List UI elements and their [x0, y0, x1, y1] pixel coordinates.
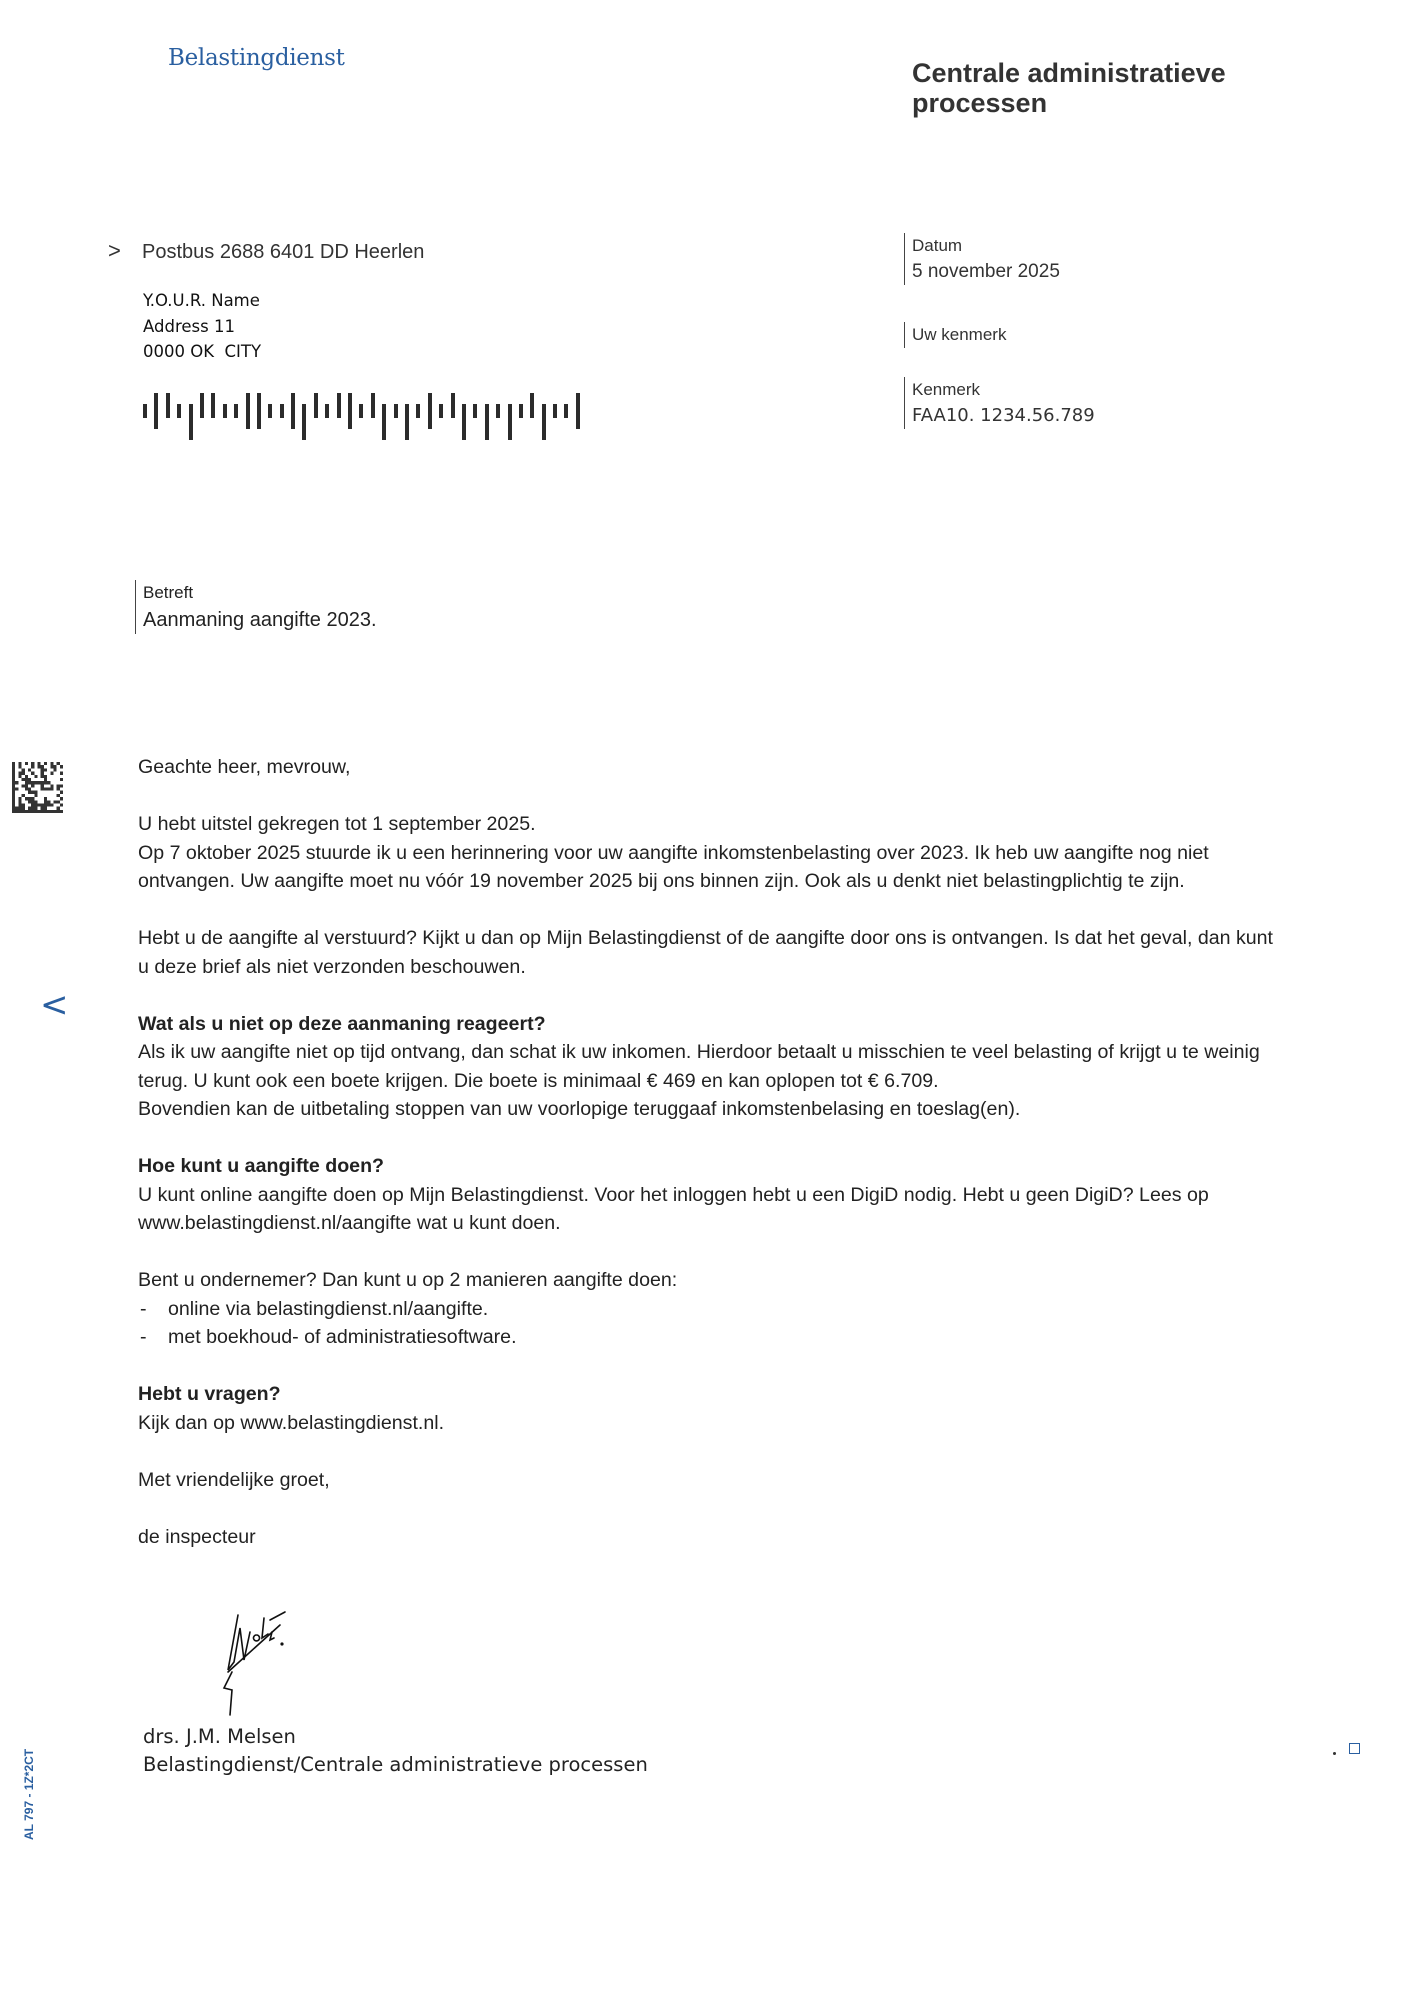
datamatrix-module [12, 810, 15, 813]
department-name: Centrale administratieve processen [912, 58, 1226, 118]
datamatrix-module [47, 781, 50, 784]
datamatrix-module [57, 800, 60, 803]
datamatrix-module [12, 772, 15, 775]
chevron-left-icon: < [40, 985, 69, 1025]
datamatrix-module [18, 807, 21, 810]
return-address [108, 238, 424, 264]
your-reference-block [904, 322, 1006, 348]
datamatrix-module [60, 772, 63, 775]
datamatrix-module [44, 781, 47, 784]
datamatrix-module [31, 781, 34, 784]
datamatrix-module [25, 775, 28, 778]
datamatrix-module [53, 768, 56, 771]
datamatrix-module [41, 772, 44, 775]
datamatrix-module [50, 765, 53, 768]
datamatrix-module [15, 781, 18, 784]
datamatrix-module [50, 772, 53, 775]
datamatrix-module [25, 797, 28, 800]
datamatrix-module [15, 807, 18, 810]
paragraph-extension [138, 810, 1278, 896]
datamatrix-module [38, 762, 41, 765]
datamatrix-module [53, 765, 56, 768]
barcode-bar [314, 393, 318, 418]
datamatrix-module [41, 765, 44, 768]
barcode-bar [553, 404, 557, 418]
datamatrix-module [44, 810, 47, 813]
datamatrix-module [28, 810, 31, 813]
datamatrix-module [44, 778, 47, 781]
barcode-bar [371, 393, 375, 418]
section-how-to-file [138, 1152, 1278, 1238]
barcode-bar [154, 393, 158, 429]
barcode-bar [519, 404, 523, 418]
barcode-bar [280, 404, 284, 418]
list-item-text: online via belastingdienst.nl/aangifte. [168, 1297, 489, 1320]
datamatrix-module [12, 788, 15, 791]
datamatrix-module [22, 794, 25, 797]
reference-value: FAA10. 1234.56.789 [912, 405, 1095, 426]
bullet-dash: - [140, 1326, 147, 1348]
datamatrix-module [18, 797, 21, 800]
datamatrix-module [60, 765, 63, 768]
datamatrix-module [50, 788, 53, 791]
datamatrix-module [25, 778, 28, 781]
belastingdienst-logo: Belastingdienst [168, 45, 345, 71]
barcode-bar [337, 393, 341, 418]
section-text: U kunt online aangifte doen op Mijn Belastingdienst. Voor het inloggen hebt u een DigiD nodig. Hebt u geen DigiD? Lees op www.belastingdienst.nl/aangifte wat u kunt doen. [138, 1183, 1209, 1234]
datamatrix-module [34, 807, 37, 810]
datamatrix-module [25, 781, 28, 784]
datamatrix-module [34, 800, 37, 803]
barcode-bar [325, 404, 329, 418]
datamatrix-module [50, 784, 53, 787]
datamatrix-module [57, 810, 60, 813]
recipient-name: Y.O.U.R. Name [143, 291, 260, 310]
datamatrix-module [60, 784, 63, 787]
datamatrix-module [25, 810, 28, 813]
datamatrix-module [31, 762, 34, 765]
datamatrix-module [60, 791, 63, 794]
barcode-bar [394, 404, 398, 418]
barcode-bar [291, 393, 295, 429]
barcode-bar [257, 393, 261, 429]
datamatrix-module [41, 788, 44, 791]
datamatrix-module [41, 768, 44, 771]
reference-block [904, 377, 1095, 429]
datamatrix-icon [12, 762, 63, 813]
datamatrix-module [41, 775, 44, 778]
signer-name: drs. J.M. Melsen [143, 1725, 296, 1748]
datamatrix-module [44, 788, 47, 791]
barcode-bar [246, 393, 250, 429]
datamatrix-module [31, 772, 34, 775]
datamatrix-module [31, 800, 34, 803]
signatory-role: de inspecteur [138, 1525, 256, 1548]
datamatrix-module [41, 810, 44, 813]
barcode-bar [496, 404, 500, 418]
datamatrix-module [31, 765, 34, 768]
bullet-dash: - [140, 1297, 147, 1320]
datamatrix-module [44, 807, 47, 810]
return-arrow-icon: > [108, 238, 121, 263]
barcode-bar [382, 404, 386, 440]
subject-value: Aanmaning aangifte 2023. [143, 609, 377, 631]
datamatrix-module [28, 807, 31, 810]
datamatrix-module [53, 800, 56, 803]
datamatrix-module [57, 794, 60, 797]
datamatrix-module [12, 797, 15, 800]
datamatrix-module [15, 810, 18, 813]
datamatrix-module [34, 794, 37, 797]
datamatrix-module [12, 784, 15, 787]
signature-icon [210, 1610, 300, 1720]
datamatrix-module [12, 778, 15, 781]
datamatrix-module [12, 800, 15, 803]
datamatrix-module [28, 768, 31, 771]
recipient-street: Address 11 [143, 316, 235, 336]
barcode-bar [234, 404, 238, 418]
barcode-bar [348, 393, 352, 429]
barcode-bar [189, 404, 193, 440]
datamatrix-module [34, 781, 37, 784]
barcode-bar [223, 404, 227, 418]
datamatrix-module [50, 762, 53, 765]
entrepreneur-options [138, 1295, 1278, 1352]
signer-block [143, 1723, 648, 1779]
barcode-bar [485, 404, 489, 440]
datamatrix-module [34, 803, 37, 806]
recipient-address [143, 288, 261, 365]
datamatrix-module [44, 803, 47, 806]
dot-mark-icon [1333, 1752, 1336, 1755]
datamatrix-module [57, 784, 60, 787]
datamatrix-module [44, 797, 47, 800]
datamatrix-module [25, 784, 28, 787]
section-heading: Hoe kunt u aangifte doen? [138, 1155, 385, 1177]
datamatrix-module [60, 797, 63, 800]
datamatrix-module [44, 768, 47, 771]
list-item [138, 1295, 1278, 1324]
datamatrix-module [53, 810, 56, 813]
barcode-bar [530, 393, 534, 418]
signer-organization: Belastingdienst/Centrale administratieve processen [143, 1753, 648, 1776]
datamatrix-module [41, 807, 44, 810]
datamatrix-module [41, 803, 44, 806]
datamatrix-module [41, 784, 44, 787]
datamatrix-module [28, 781, 31, 784]
datamatrix-module [47, 800, 50, 803]
recipient-postal-city: 0000 OK CITY [143, 342, 262, 361]
date-value: 5 november 2025 [912, 261, 1060, 282]
datamatrix-module [18, 800, 21, 803]
datamatrix-module [50, 803, 53, 806]
list-item-text: met boekhoud- of administratiesoftware. [168, 1326, 517, 1348]
datamatrix-module [28, 788, 31, 791]
datamatrix-module [44, 775, 47, 778]
entrepreneur-intro: Bent u ondernemer? Dan kunt u op 2 manieren aangifte doen: [138, 1269, 678, 1291]
datamatrix-module [47, 810, 50, 813]
datamatrix-module [38, 781, 41, 784]
datamatrix-module [47, 803, 50, 806]
datamatrix-module [57, 788, 60, 791]
barcode-bar [268, 404, 272, 418]
datamatrix-module [34, 775, 37, 778]
datamatrix-module [31, 791, 34, 794]
subject-label: Betreft [143, 583, 194, 602]
barcode-bar [462, 404, 466, 440]
barcode-bar [359, 404, 363, 418]
paragraph-already-sent: Hebt u de aangifte al verstuurd? Kijkt u dan op Mijn Belastingdienst of de aangifte door ons is ontvangen. Is dat het geval, dan kunt u deze brief als niet verzonden beschouwen. [138, 927, 1274, 978]
datamatrix-module [38, 803, 41, 806]
datamatrix-module [12, 803, 15, 806]
datamatrix-module [18, 810, 21, 813]
datamatrix-module [31, 803, 34, 806]
datamatrix-module [28, 797, 31, 800]
closing: Met vriendelijke groet, [138, 1468, 330, 1491]
datamatrix-module [28, 791, 31, 794]
datamatrix-module [12, 794, 15, 797]
datamatrix-module [41, 781, 44, 784]
datamatrix-module [57, 762, 60, 765]
datamatrix-module [25, 788, 28, 791]
datamatrix-module [18, 765, 21, 768]
return-address-text: Postbus 2688 6401 DD Heerlen [142, 241, 425, 263]
datamatrix-module [31, 810, 34, 813]
datamatrix-module [44, 762, 47, 765]
barcode-bar [473, 404, 477, 418]
datamatrix-module [50, 810, 53, 813]
barcode-bar [416, 404, 420, 418]
section-text: Bovendien kan de uitbetaling stoppen van uw voorlopige teruggaaf inkomstenbelasing en toeslag(en). [138, 1098, 1021, 1120]
barcode-bar [439, 404, 443, 418]
datamatrix-module [25, 762, 28, 765]
datamatrix-module [12, 781, 15, 784]
datamatrix-module [22, 772, 25, 775]
datamatrix-module [12, 791, 15, 794]
datamatrix-module [31, 784, 34, 787]
barcode-bar [200, 393, 204, 418]
square-mark-icon [1349, 1743, 1360, 1754]
datamatrix-module [22, 803, 25, 806]
datamatrix-module [31, 797, 34, 800]
section-questions [138, 1380, 1278, 1437]
datamatrix-module [22, 778, 25, 781]
form-code: AL 797 - 1Z*2CT [22, 1748, 36, 1840]
datamatrix-module [12, 762, 15, 765]
datamatrix-module [22, 784, 25, 787]
barcode-bar [542, 404, 546, 440]
datamatrix-module [22, 768, 25, 771]
barcode-bar [451, 393, 455, 418]
datamatrix-module [38, 810, 41, 813]
barcode-bar [428, 393, 432, 429]
barcode-bar [177, 404, 181, 418]
section-text: Kijk dan op www.belastingdienst.nl. [138, 1411, 445, 1434]
letter-body [138, 753, 1278, 1580]
barcode-bar [405, 404, 409, 440]
barcode-bar [302, 404, 306, 440]
datamatrix-module [18, 772, 21, 775]
barcode-bar [576, 393, 580, 429]
datamatrix-module [34, 791, 37, 794]
datamatrix-module [60, 778, 63, 781]
datamatrix-module [31, 807, 34, 810]
datamatrix-module [18, 775, 21, 778]
datamatrix-module [12, 768, 15, 771]
salutation: Geachte heer, mevrouw, [138, 756, 351, 778]
barcode-bar [508, 404, 512, 440]
section-heading: Hebt u vragen? [138, 1383, 281, 1405]
datamatrix-module [44, 800, 47, 803]
datamatrix-module [28, 800, 31, 803]
date-label: Datum [912, 236, 963, 255]
datamatrix-module [28, 778, 31, 781]
datamatrix-module [60, 803, 63, 806]
datamatrix-module [15, 788, 18, 791]
datamatrix-module [34, 810, 37, 813]
subject-block [135, 580, 377, 634]
datamatrix-module [12, 765, 15, 768]
datamatrix-module [38, 765, 41, 768]
barcode-bar [211, 393, 215, 418]
reminder-text: Op 7 oktober 2025 stuurde ik u een herinnering voor uw aangifte inkomstenbelasting over 2023. Ik heb uw aangifte nog niet ontvangen. Uw aangifte moet nu vóór 19 november 2025 bij ons binnen zijn. Ook als u denkt niet belastingplichtig te zijn. [138, 841, 1209, 892]
datamatrix-module [18, 762, 21, 765]
barcode-bar [143, 404, 147, 418]
datamatrix-module [12, 807, 15, 810]
barcode-bar [166, 393, 170, 418]
datamatrix-module [57, 807, 60, 810]
section-text: Als ik uw aangifte niet op tijd ontvang, dan schat ik uw inkomen. Hierdoor betaalt u misschien te veel belasting of krijgt u te weinig terug. U kunt ook een boete krijgen. Die boete is minimaal € 469 en kan oplopen tot € 6.709. [138, 1041, 1260, 1092]
datamatrix-module [12, 775, 15, 778]
date-block [904, 233, 1060, 285]
datamatrix-module [22, 810, 25, 813]
list-item [138, 1323, 1278, 1352]
datamatrix-module [60, 810, 63, 813]
kix-barcode-icon [143, 393, 587, 429]
reference-label: Kenmerk [912, 380, 981, 399]
extension-line: U hebt uitstel gekregen tot 1 september 2025. [138, 813, 536, 835]
datamatrix-module [18, 803, 21, 806]
datamatrix-module [47, 788, 50, 791]
section-no-response [138, 1010, 1278, 1124]
datamatrix-module [22, 807, 25, 810]
your-reference-label: Uw kenmerk [912, 325, 1007, 344]
barcode-bar [564, 404, 568, 418]
section-heading: Wat als u niet op deze aanmaning reageert? [138, 1012, 546, 1035]
